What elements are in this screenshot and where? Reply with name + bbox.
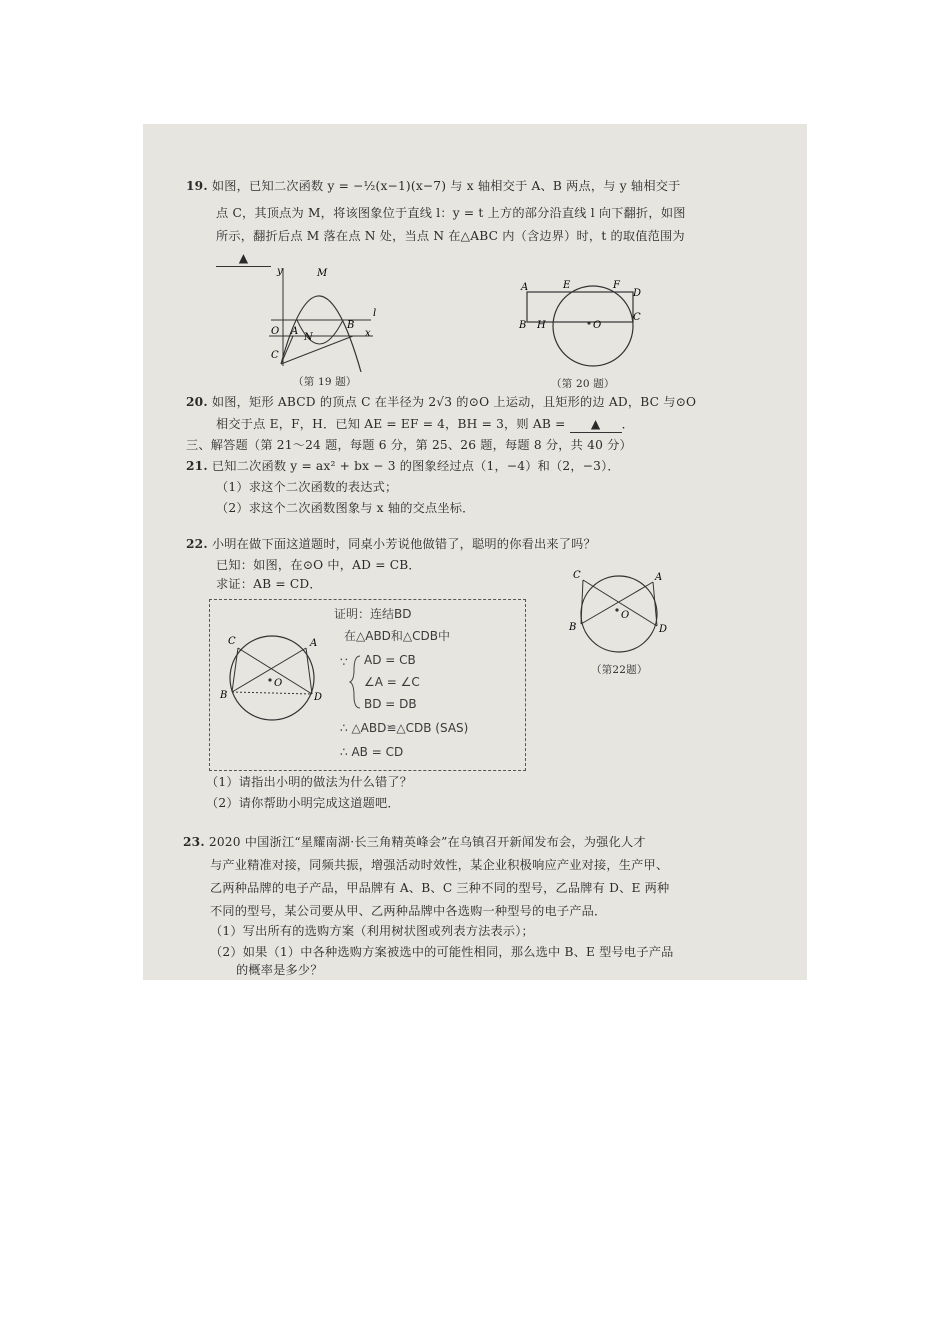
- q23-line2: 与产业精准对接，同频共振，增强活动时效性，某企业积极响应产业对接，生产甲、: [210, 858, 669, 872]
- q22-proof-chord-cb: [232, 648, 238, 692]
- q22-label-a: A: [655, 572, 663, 583]
- hand-line-5: BD = DB: [364, 697, 417, 711]
- q22-prove: 求证：AB = CD．: [216, 577, 322, 591]
- q19-answer-blank: ▲: [216, 250, 271, 267]
- q22-center-dot: [615, 608, 618, 611]
- hand-line-3: AD = CB: [364, 653, 416, 667]
- q22-proof-chord-ab: [232, 648, 306, 692]
- q22-handwritten-proof: [330, 604, 520, 764]
- q22-stem: 22. 小明在做下面这道题时，同桌小芳说他做错了，聪明的你看出来了吗？: [186, 537, 596, 551]
- q20-label-e: E: [563, 280, 571, 291]
- q19-label-m: M: [317, 268, 328, 279]
- q22-label-b: B: [569, 622, 577, 633]
- q19-label-o: O: [271, 326, 280, 337]
- q20-label-a: A: [521, 282, 529, 293]
- q19-label-y: y: [277, 266, 283, 277]
- q20-label-o: O: [593, 320, 602, 331]
- q22-proof-label-b: B: [220, 690, 228, 701]
- q22-proof-circle: [230, 636, 314, 720]
- q20-label-d: D: [633, 288, 642, 299]
- q20-rectangle: [527, 292, 633, 322]
- q22-chord-ad: [653, 582, 657, 626]
- q19-label-n: N: [304, 332, 313, 343]
- q19-label-a: A: [291, 326, 299, 337]
- q22-proof-chord-ad: [306, 648, 312, 694]
- q20-center-dot: [587, 321, 590, 324]
- scanned-exam-page: [143, 124, 807, 980]
- q19-caption: （第 19 题）: [293, 376, 357, 388]
- q21-part2: （2）求这个二次函数图象与 x 轴的交点坐标．: [216, 501, 475, 515]
- q22-label-o: O: [621, 610, 630, 621]
- q20-label-h: H: [537, 320, 546, 331]
- q20-figure: [513, 272, 653, 372]
- q22-proof-figure: [216, 630, 328, 726]
- q22-label-d: D: [659, 624, 668, 635]
- q23-part2: （2）如果（1）中各种选购方案被选中的可能性相同，那么选中 B、E 型号电子产品: [210, 945, 674, 959]
- q22-label-c: C: [573, 570, 581, 581]
- q19-segment-cb: [281, 336, 353, 364]
- q22-proof-label-a: A: [310, 638, 318, 649]
- q22-circle: [581, 576, 657, 652]
- q20-line2: 相交于点 E，F，H．已知 AE = EF = 4，BH = 3，则 AB = ▲ ．: [216, 417, 634, 431]
- q20-label-c: C: [633, 312, 641, 323]
- q20-label-b: B: [519, 320, 527, 331]
- q19-line1: 19. 如图，已知二次函数 y = −½(x−1)(x−7) 与 x 轴相交于 A、B 两点，与 y 轴相交于: [186, 179, 681, 193]
- q22-student-proof-box: [209, 599, 526, 771]
- hand-brace: [350, 656, 360, 708]
- q20-label-f: F: [613, 280, 620, 291]
- q22-part1: （1）请指出小明的做法为什么错了？: [206, 775, 413, 789]
- q23-line1: 23. 2020 中国浙江“星耀南湖·长三角精英峰会”在乌镇召开新闻发布会，为强化人才: [183, 835, 646, 849]
- q21-stem: 21. 已知二次函数 y = ax² + bx − 3 的图象经过点（1，−4）和（2，−3）．: [186, 459, 620, 473]
- hand-line-7: ∴ AB = CD: [340, 745, 404, 759]
- q23-part1: （1）写出所有的选购方案（利用树状图或列表方法表示）；: [210, 924, 534, 938]
- q23-line4: 不同的型号，某公司要从甲、乙两种品牌中各选购一种型号的电子产品．: [210, 904, 607, 918]
- hand-line-1: 证明：连结BD: [334, 607, 412, 621]
- hand-line-4: ∠A = ∠C: [364, 675, 420, 689]
- q23-part2-cont: 的概率是多少？: [236, 963, 323, 977]
- q21-part1: （1）求这个二次函数的表达式；: [216, 480, 398, 494]
- q19-label-l: l: [373, 308, 377, 319]
- q22-caption: （第22题）: [591, 664, 648, 676]
- q19-label-b: B: [347, 320, 355, 331]
- q22-proof-label-o: O: [274, 678, 283, 689]
- hand-line-2: 在△ABD和△CDB中: [344, 629, 450, 643]
- hand-because: ∵: [340, 655, 348, 669]
- q22-proof-dotted-bd: [232, 692, 312, 694]
- q19-line3: 所示，翻折后点 M 落在点 N 处，当点 N 在△ABC 内（含边界）时，t 的取值范围为: [216, 229, 685, 243]
- q22-part2: （2）请你帮助小明完成这道题吧．: [206, 796, 400, 810]
- q20-caption: （第 20 题）: [551, 378, 615, 390]
- q20-answer-blank: ▲: [570, 416, 622, 433]
- q22-proof-label-d: D: [314, 692, 323, 703]
- q19-label-x: x: [365, 328, 371, 339]
- q19-figure: [261, 264, 381, 372]
- q22-given: 已知：如图，在⊙O 中，AD = CB．: [216, 558, 421, 572]
- section3-heading: 三、解答题（第 21～24 题，每题 6 分，第 25、26 题，每题 8 分，共 40 分）: [186, 438, 632, 452]
- q20-line1: 20. 如图，矩形 ABCD 的顶点 C 在半径为 2√3 的⊙O 上运动，且矩形的边 AD，BC 与⊙O: [186, 395, 697, 409]
- q22-proof-label-c: C: [228, 636, 236, 647]
- q19-label-c: C: [271, 350, 279, 361]
- q19-line2: 点 C，其顶点为 M，将该图象位于直线 l：y = t 上方的部分沿直线 l 向下翻折，如图: [216, 206, 686, 220]
- hand-line-6: ∴ △ABD≌△CDB (SAS): [340, 721, 469, 735]
- q22-figure: [561, 566, 677, 660]
- q23-line3: 乙两种品牌的电子产品，甲品牌有 A、B、C 三种不同的型号，乙品牌有 D、E 两种: [210, 881, 670, 895]
- q22-proof-center-dot: [268, 678, 271, 681]
